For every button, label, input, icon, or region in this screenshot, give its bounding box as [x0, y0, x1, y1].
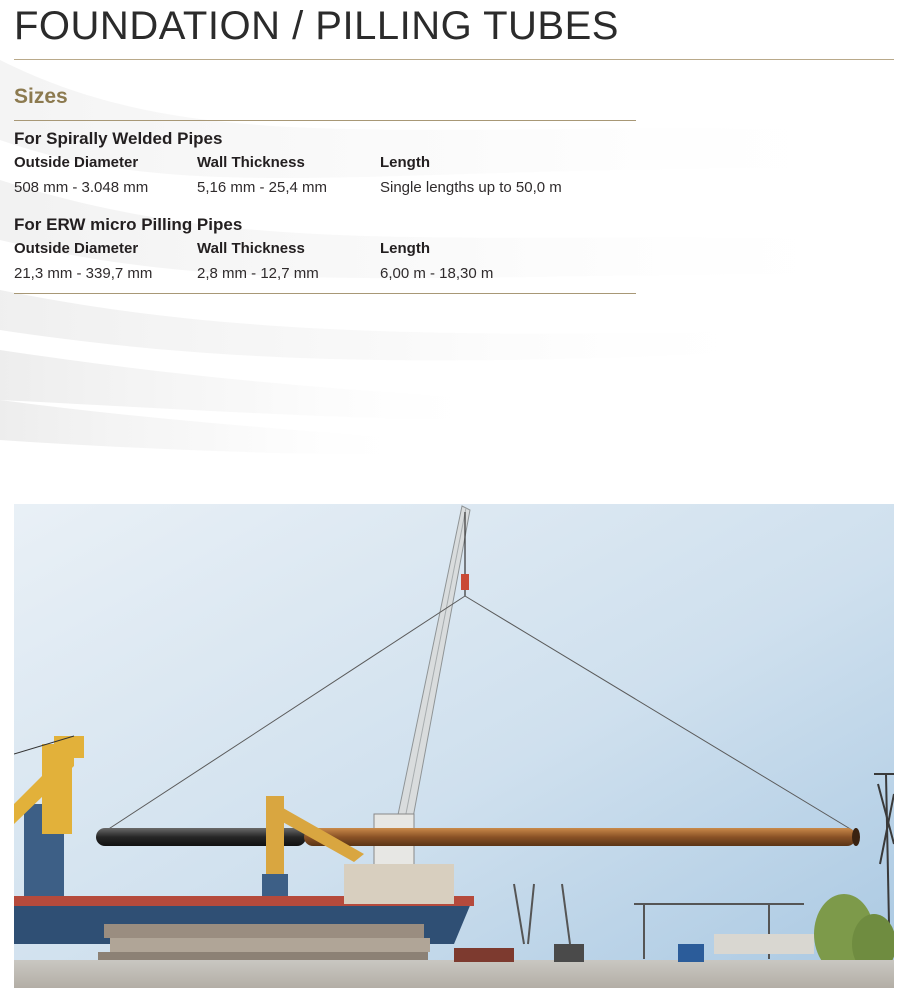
value-wall-thickness: 2,8 mm - 12,7 mm [197, 265, 319, 282]
header-outside-diameter: Outside Diameter [14, 240, 139, 257]
header-wall-thickness: Wall Thickness [197, 240, 305, 257]
header-wall-thickness: Wall Thickness [197, 154, 305, 171]
sizes-divider-top [14, 120, 636, 121]
value-outside-diameter: 21,3 mm - 339,7 mm [14, 265, 153, 282]
sizes-heading: Sizes [14, 85, 68, 108]
header-length: Length [380, 154, 430, 171]
sizes-divider-bottom [14, 293, 636, 294]
value-wall-thickness: 5,16 mm - 25,4 mm [197, 179, 328, 196]
value-outside-diameter: 508 mm - 3.048 mm [14, 179, 149, 196]
page-title: FOUNDATION / PILLING TUBES [14, 4, 619, 48]
header-length: Length [380, 240, 430, 257]
spec-values-row [14, 177, 636, 201]
spec-header-row [14, 238, 636, 262]
erw-micro-section [14, 214, 636, 287]
section-title: For Spirally Welded Pipes [14, 129, 223, 148]
header-outside-diameter: Outside Diameter [14, 154, 139, 171]
value-length: Single lengths up to 50,0 m [380, 179, 562, 196]
spec-values-row [14, 263, 636, 287]
spirally-welded-section [14, 128, 636, 201]
value-length: 6,00 m - 18,30 m [380, 265, 494, 282]
title-divider [14, 59, 894, 60]
section-title: For ERW micro Pilling Pipes [14, 215, 243, 234]
crane-lifting-pipe-photo [14, 504, 894, 988]
spec-header-row [14, 152, 636, 176]
